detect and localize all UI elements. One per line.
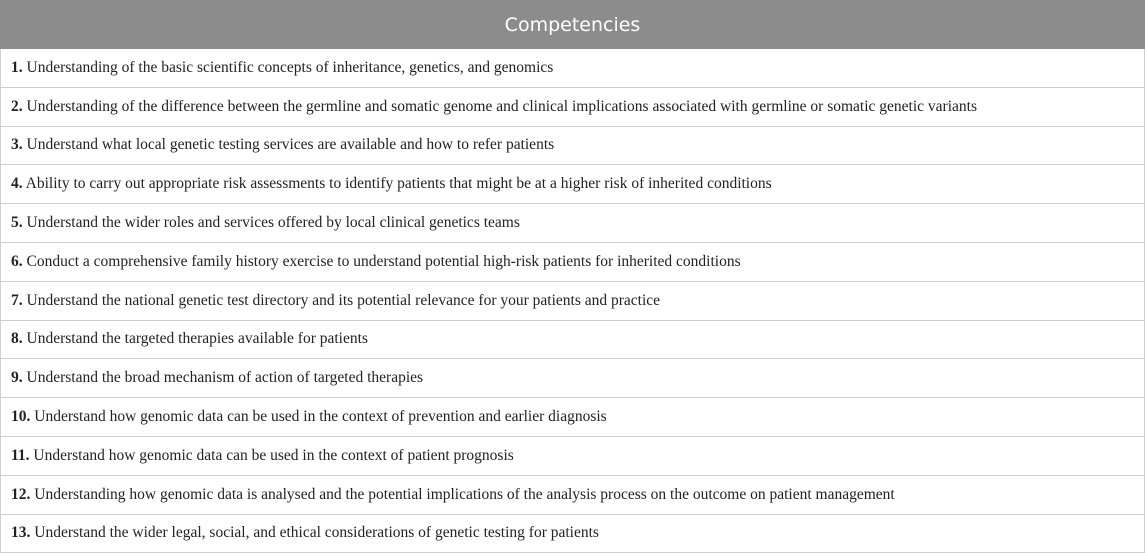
table-row (1, 281, 1145, 320)
table-cell (1, 281, 1145, 320)
row-text: Understand how genomic data can be used in the context of prevention and earlier diagnosis (34, 408, 607, 426)
row-text: Understand the wider legal, social, and ethical considerations of genetic testing for patients (34, 524, 599, 542)
row-text: Understand the broad mechanism of action of targeted therapies (26, 369, 424, 387)
row-text: Understanding how genomic data is analysed and the potential implications of the analysis process on the outcome on patient management (34, 485, 895, 503)
table-cell (1, 242, 1145, 281)
table-cell (1, 49, 1145, 88)
row-text: Conduct a comprehensive family history exercise to understand potential high-risk patients for inherited conditions (26, 252, 741, 270)
row-number: 11. (11, 446, 30, 464)
row-number: 8. (11, 330, 23, 348)
row-number: 4. (11, 175, 23, 193)
table-cell (1, 398, 1145, 437)
row-text: Understand how genomic data can be used in the context of patient prognosis (33, 446, 514, 464)
row-number: 1. (11, 58, 23, 76)
row-number: 7. (11, 291, 23, 309)
table-header-competencies: Competencies (1, 1, 1145, 49)
table-cell (1, 436, 1145, 475)
table-cell (1, 204, 1145, 243)
row-text: Ability to carry out appropriate risk assessments to identify patients that might be at a higher risk of inherited conditions (25, 175, 772, 193)
table-cell (1, 475, 1145, 514)
table-row (1, 49, 1145, 88)
table-row (1, 165, 1145, 204)
row-text: Understanding of the basic scientific concepts of inheritance, genetics, and genomics (26, 58, 554, 76)
table-cell (1, 514, 1145, 553)
table-row (1, 204, 1145, 243)
row-number: 9. (11, 369, 23, 387)
row-number: 5. (11, 214, 23, 232)
row-text: Understand the wider roles and services offered by local clinical genetics teams (26, 214, 520, 232)
table-cell (1, 165, 1145, 204)
table-cell (1, 87, 1145, 126)
table-row (1, 514, 1145, 553)
table-row (1, 359, 1145, 398)
row-text: Understand what local genetic testing services are available and how to refer patients (26, 136, 555, 154)
table-row (1, 126, 1145, 165)
header-row (1, 1, 1145, 49)
table-row (1, 242, 1145, 281)
table-cell (1, 126, 1145, 165)
row-number: 2. (11, 97, 23, 115)
row-text: Understanding of the difference between the germline and somatic genome and clinical implications associated with germline or somatic genetic variants (26, 97, 977, 115)
row-number: 12. (11, 485, 31, 503)
table-row (1, 87, 1145, 126)
row-number: 6. (11, 252, 23, 270)
table-row (1, 398, 1145, 437)
table-cell (1, 320, 1145, 359)
table-row (1, 320, 1145, 359)
row-text: Understand the national genetic test directory and its potential relevance for your patients and practice (26, 291, 661, 309)
row-number: 13. (11, 524, 31, 542)
row-number: 3. (11, 136, 23, 154)
row-number: 10. (11, 408, 31, 426)
table-row (1, 436, 1145, 475)
table-row (1, 475, 1145, 514)
row-text: Understand the targeted therapies available for patients (26, 330, 368, 348)
table-cell (1, 359, 1145, 398)
